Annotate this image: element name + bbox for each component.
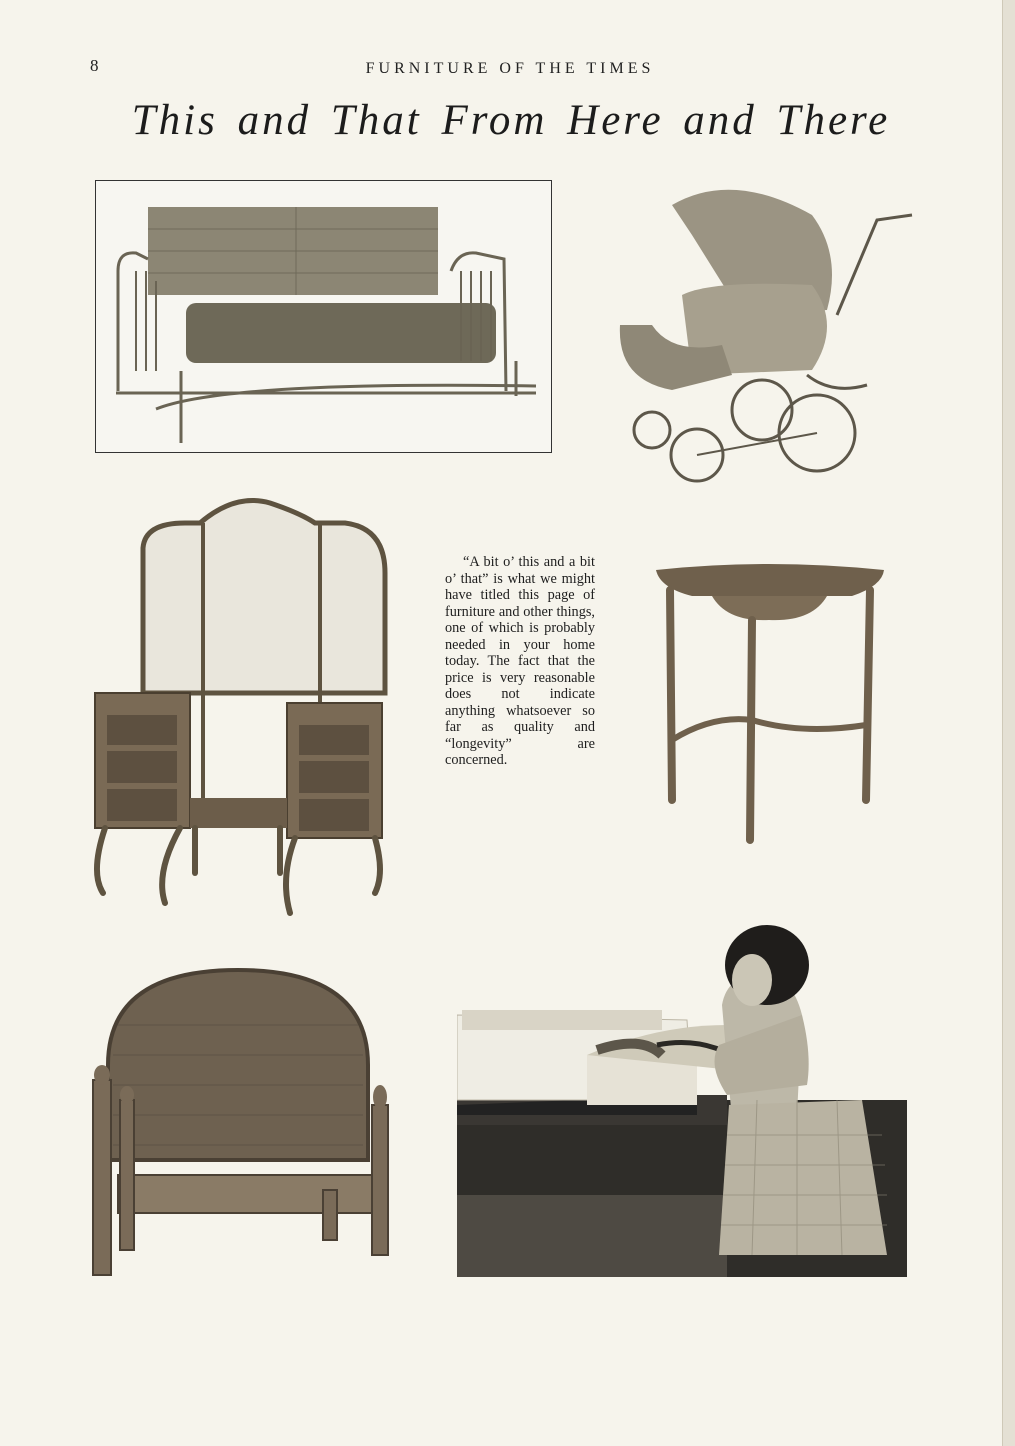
woman-refrigerator-photo bbox=[457, 915, 907, 1277]
page-number: 8 bbox=[90, 56, 99, 75]
page-title: This and That From Here and There bbox=[131, 97, 891, 144]
wicker-pram-photo bbox=[612, 175, 917, 485]
glider-swing-photo bbox=[95, 180, 552, 453]
page-edge bbox=[1002, 0, 1015, 1446]
vanity-dresser-photo bbox=[85, 493, 395, 925]
running-head: FURNITURE OF THE TIMES bbox=[365, 60, 655, 77]
console-table-photo bbox=[652, 560, 887, 845]
intro-paragraph bbox=[445, 554, 595, 769]
intro-paragraph-text: “A bit o’ this and a bit o’ that” is what we might have titled this page of furniture and other things, one of which is probably needed in your home today. The fact that the price is very reasonable does not indicate anything whatsoever so far as quality and “longevity” are concerned. bbox=[445, 554, 595, 768]
bed-headboard-photo bbox=[88, 965, 393, 1277]
